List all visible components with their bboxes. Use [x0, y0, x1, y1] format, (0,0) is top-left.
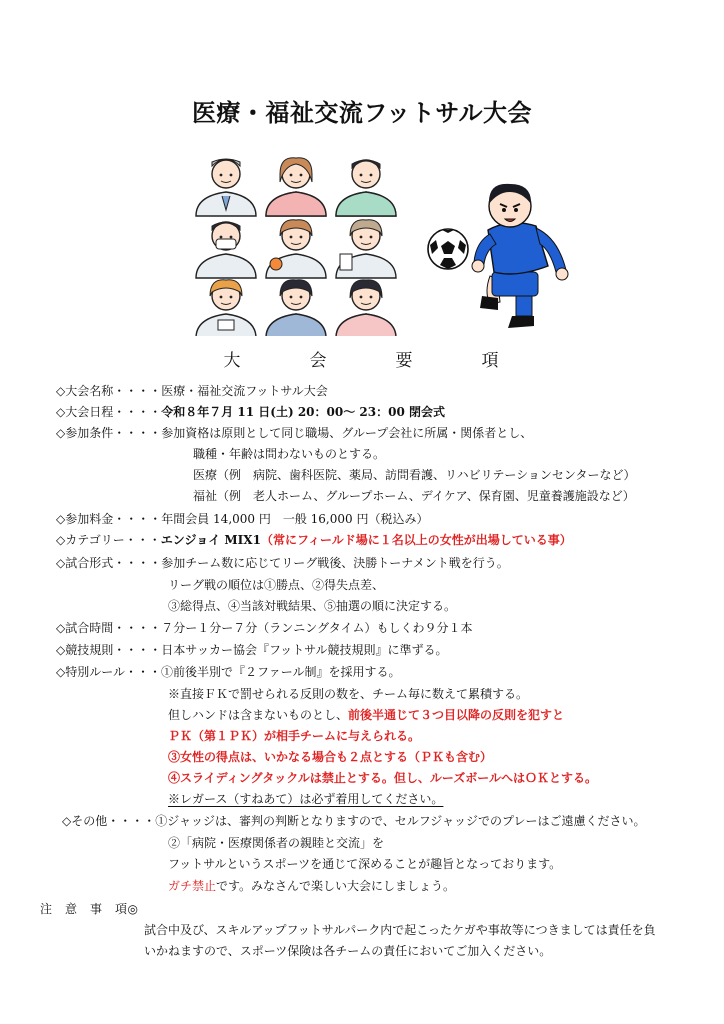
item-category: [56, 533, 572, 548]
item-label: ◇特別ルール・・・: [56, 665, 161, 679]
item-label: ◇参加料金・・・・: [56, 512, 162, 526]
item-match-time: [56, 621, 473, 636]
other-purpose-line-1: ②「病院・医療関係者の親睦と交流」を: [168, 836, 385, 850]
item-event-date: [56, 405, 445, 420]
special-rule-women-goal: ③女性の得点は、いかなる場合も２点とする（ＰＫも含む）: [168, 750, 493, 764]
item-label: ◇参加条件・・・・: [56, 426, 162, 440]
special-rule-pk: ＰＫ（第１ＰＫ）が相手チームに与えられる。: [168, 729, 421, 743]
item-label: ◇大会日程・・・・: [56, 405, 162, 419]
item-text: 参加チーム数に応じてリーグ戦後、決勝トーナメント戦を行う。: [161, 556, 509, 570]
item-label: ◇試合形式・・・・: [56, 556, 162, 570]
office-staff-icon: [196, 280, 256, 336]
item-label: ◇その他・・・・: [62, 814, 156, 828]
item-text: です。みなさんで楽しい大会にしましょう。: [216, 879, 456, 893]
item-rules: [56, 643, 448, 658]
item-match-format: [56, 556, 509, 571]
item-text: ①前後半別で『２ファール制』を採用する。: [161, 665, 401, 679]
item-text: 但しハンドは含まないものとし、: [168, 708, 349, 722]
special-rule-handball: [168, 708, 564, 723]
item-ranking-line-1: リーグ戦の順位は①勝点、②得失点差、: [168, 578, 385, 592]
staff-illustrations: [186, 148, 402, 336]
item-red-text: （常にフィールド場に１名以上の女性が出場している事）: [260, 533, 572, 547]
item-text: 年間会員 14,000 円 一般 16,000 円（税込み）: [161, 512, 429, 526]
soccer-ball-icon: [426, 227, 470, 271]
item-event-name: [56, 384, 328, 399]
item-text: 日本サッカー協会『フットサル競技規則』に準ずる。: [161, 643, 448, 657]
page-title: 医療・福祉交流フットサル大会: [191, 99, 533, 127]
item-red-text: 前後半通じて３つ目以降の反則を犯すと: [348, 708, 565, 722]
notice-label: 注 意 事 項◎: [40, 902, 139, 916]
other-no-serious-play: [168, 879, 455, 894]
doctor-icon: [196, 159, 256, 216]
item-other: [62, 814, 646, 829]
soccer-player-icon: [470, 178, 580, 336]
notice-line-2: いかねますので、スポーツ保険は各チームの責任においてご加入ください。: [144, 944, 552, 958]
item-text: ７分ー１分ー７分（ランニングタイム）もしくわ９分１本: [161, 621, 473, 635]
item-label: ◇大会名称・・・・: [56, 384, 162, 398]
item-eligibility-medical: 医療（例 病院、歯科医院、薬局、訪問看護、リハビリテーションセンターなど）: [193, 468, 636, 482]
item-text: 参加資格は原則として同じ職場、グループ会社に所属・関係者とし、: [161, 426, 533, 440]
item-fee: [56, 512, 428, 527]
item-text: 医療・福祉交流フットサル大会: [161, 384, 328, 398]
special-rule-shin-guards: ※レガース（すねあて）は必ず着用してください。: [168, 792, 444, 806]
nurse-icon: [266, 158, 326, 216]
male-nurse-icon: [336, 160, 396, 216]
item-eligibility: [56, 426, 532, 441]
item-text: 令和８年７月 11 日(土) 20：00〜 23：00 閉会式: [161, 405, 445, 419]
item-special-rules: [56, 665, 401, 680]
pharmacist-icon: [336, 220, 396, 278]
special-rule-sliding: ④スライディングタックルは禁止とする。但し、ルーズボールへはＯＫとする。: [168, 771, 598, 785]
masked-doctor-icon: [196, 222, 256, 278]
item-label: ◇試合時間・・・・: [56, 621, 162, 635]
item-ranking-line-2: ③総得点、④当該対戦結果、⑤抽選の順に決定する。: [168, 599, 457, 613]
item-red-text: ガチ禁止: [168, 879, 217, 893]
item-label: ◇競技規則・・・・: [56, 643, 162, 657]
caregiver-icon: [266, 220, 326, 278]
other-purpose-line-2: フットサルというスポーツを通じて深めることが趣旨となっております。: [168, 857, 562, 871]
special-rule-note: ※直接ＦＫで罰せられる反則の数を、チーム毎に数えて累積する。: [168, 687, 529, 701]
female-staff-icon: [336, 280, 396, 336]
item-eligibility-welfare: 福祉（例 老人ホーム、グループホーム、デイケア、保育園、児童養護施設など）: [193, 489, 635, 503]
item-label: ◇カテゴリー・・・: [56, 533, 161, 547]
section-heading: 大 会 要 項: [223, 351, 525, 371]
item-eligibility-line-2: 職種・年齢は問わないものとする。: [193, 447, 386, 461]
item-text: エンジョイ MIX1: [160, 533, 261, 547]
therapist-icon: [266, 280, 326, 336]
notice-line-1: 試合中及び、スキルアップフットサルパーク内で起こったケガや事故等につきましては責任を負: [144, 923, 656, 937]
item-text: ①ジャッジは、審判の判断となりますので、セルフジャッジでのプレーはご遠慮ください。: [155, 814, 646, 828]
